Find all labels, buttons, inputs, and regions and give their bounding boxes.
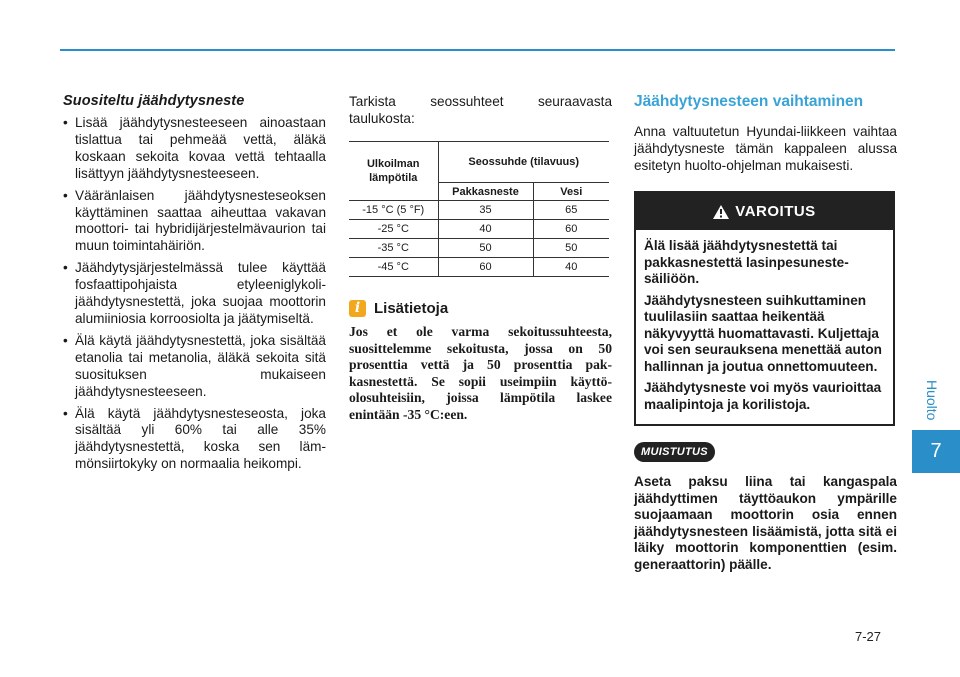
- info-icon: i: [349, 300, 366, 317]
- info-title: Lisätietoja: [374, 300, 449, 317]
- note-text: Aseta paksu liina tai kangaspala jäähdyttimen täyttöaukon ympärille suojaamaan moottorin osia ennen jäähdytysnesteen lisäämistä, jotta sitä ei läiky moottorin komponenttien (esim. generaattorin) päälle.: [634, 474, 897, 572]
- info-text: Jos et ole varma sekoitussuhteesta, suosittelemme sekoitusta, jossa on 50 prosenttia vettä ja 50 prosenttia pakkasnestettä. Se sopii useimpiin käyttöolosuhteisiin, joissa lämpötila laskee enintään -35 °C:een.: [349, 324, 612, 422]
- chapter-tab: 7: [912, 430, 960, 473]
- list-item: • Älä käytä jäähdytysnestettä, joka sisältää etanolia tai metanolia, äläkä sekoita sitä suosituksen mukaiseen jäähdytysnesteeseen.: [63, 333, 326, 401]
- left-column: [63, 93, 326, 478]
- middle-column: [349, 93, 612, 423]
- table-row: [349, 258, 609, 277]
- section-label-text: Huolto: [924, 380, 940, 421]
- table-row: [349, 201, 609, 220]
- table-cell: 40: [533, 258, 609, 277]
- table-header-water: Vesi: [533, 183, 609, 201]
- info-heading: [349, 300, 612, 317]
- coolant-change-title: Jäähdytysnesteen vaihtaminen: [634, 93, 864, 110]
- mix-ratio-table: [349, 141, 609, 277]
- table-cell: 50: [438, 239, 533, 258]
- coolant-bullet-list: [63, 115, 326, 473]
- warning-box: [634, 191, 895, 426]
- recommended-coolant-heading: Suositeltu jäähdytysneste: [63, 93, 245, 109]
- list-item: • Vääränlaisen jäähdytysnesteseoksen käyttäminen saattaa aiheuttaa vakavan moottori- tai hybridijärjestelmävaurion tai muun toimintahäiriön.: [63, 188, 326, 256]
- table-cell: -35 °C: [349, 239, 438, 258]
- table-cell: -15 °C (5 °F): [349, 201, 438, 220]
- table-cell: 35: [438, 201, 533, 220]
- table-cell: -25 °C: [349, 220, 438, 239]
- top-rule: [60, 49, 895, 51]
- page-number: 7-27: [855, 629, 882, 644]
- warning-header: [636, 193, 893, 230]
- list-item: • Älä käytä jäähdytysnesteseosta, joka sisältää yli 60% tai alle 35% jäähdytysnestettä, koska sen lämmönsiirtokyky on normaalia heikompi.: [63, 406, 326, 474]
- warning-body: [636, 230, 893, 424]
- table-row: [349, 220, 609, 239]
- warning-paragraph: Älä lisää jäähdytysnestettä tai pakkasnestettä lasinpesunestesäiliöön.: [644, 238, 849, 286]
- note-badge: MUISTUTUS: [634, 442, 715, 462]
- mix-ratio-intro: Tarkista seossuhteet seuraavasta taulukosta:: [349, 94, 612, 126]
- coolant-change-intro: Anna valtuutetun Hyundai-liikkeen vaihtaa jäähdytysneste tämän kappaleen alussa esitetyn huolto-ohjelman mukaisesti.: [634, 124, 897, 173]
- table-header-mix-ratio: Seossuhde (tilavuus): [438, 142, 609, 183]
- warning-label: VAROITUS: [735, 203, 816, 220]
- list-item: • Lisää jäähdytysnesteeseen ainoastaan tislattua tai pehmeää vettä, äläkä koskaan sekoita kovaa vettä tehtaalla lisättyyn jäähdytysnesteeseen.: [63, 115, 326, 183]
- table-cell: 60: [533, 220, 609, 239]
- table-header-antifreeze: Pakkasneste: [438, 183, 533, 201]
- table-cell: -45 °C: [349, 258, 438, 277]
- right-column: [634, 93, 897, 574]
- table-cell: 40: [438, 220, 533, 239]
- table-cell: 65: [533, 201, 609, 220]
- table-cell: 50: [533, 239, 609, 258]
- warning-paragraph: Jäähdytysnesteen suihkuttaminen tuulilasiin saattaa heikentää näkyvyyttä huomattavasti. Kuljettaja voi sen seurauksena menettää auton hallinnan ja joutua onnettomuuteen.: [644, 292, 882, 374]
- warning-triangle-icon: [713, 205, 729, 219]
- warning-paragraph: Jäähdytysneste voi myös vaurioittaa maalipintoja ja korilistoja.: [644, 380, 882, 412]
- table-row: [349, 239, 609, 258]
- list-item: • Jäähdytysjärjestelmässä tulee käyttää fosfaattipohjaista etyleeniglykoli-jäähdytysnestettä, joka suojaa moottorin alumiiniosia korroosiolta ja jäätymiseltä.: [63, 260, 326, 328]
- table-cell: 60: [438, 258, 533, 277]
- table-header-outdoor-temp: Ulkoilman lämpötila: [349, 142, 438, 201]
